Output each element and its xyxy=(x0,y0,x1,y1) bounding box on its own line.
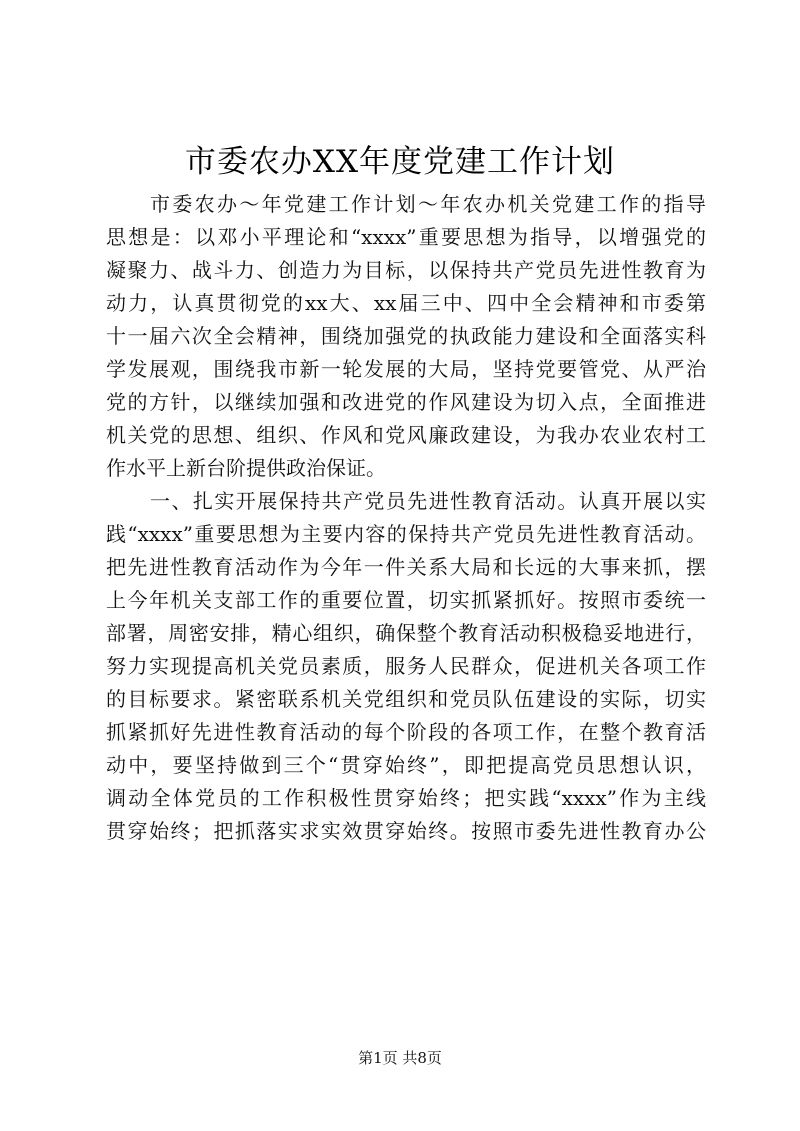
paragraph-line: 十一届六次全会精神，围绕加强党的执政能力建设和全面落实科 xyxy=(106,324,706,348)
paragraph-line: 抓紧抓好先进性教育活动的每个阶段的各项工作，在整个教育活 xyxy=(106,720,706,744)
paragraph-line: 贯穿始终；把抓落实求实效贯穿始终。按照市委先进性教育办公 xyxy=(106,819,706,843)
paragraph-line: 的目标要求。紧密联系机关党组织和党员队伍建设的实际，切实 xyxy=(106,687,706,711)
paragraph-1 xyxy=(106,188,706,485)
document-title: 市委农办XX年度党建工作计划 xyxy=(184,144,616,180)
paragraph-line: 上今年机关支部工作的重要位置，切实抓紧抓好。按照市委统一 xyxy=(106,588,706,612)
paragraph-line: 努力实现提高机关党员素质，服务人民群众，促进机关各项工作 xyxy=(106,654,706,678)
paragraph-line: 凝聚力、战斗力、创造力为目标，以保持共产党员先进性教育为 xyxy=(106,258,706,282)
paragraph-line: 思想是：以邓小平理论和“xxxx”重要思想为指导，以增强党的 xyxy=(106,225,706,249)
document-body xyxy=(106,188,706,848)
paragraph-line: 践“xxxx”重要思想为主要内容的保持共产党员先进性教育活动。 xyxy=(106,522,706,546)
paragraph-line: 机关党的思想、组织、作风和党风廉政建设，为我办农业农村工 xyxy=(106,423,706,447)
paragraph-line: 把先进性教育活动作为今年一件关系大局和长远的大事来抓，摆 xyxy=(106,555,706,579)
paragraph-2 xyxy=(106,485,706,848)
paragraph-line: 学发展观，围绕我市新一轮发展的大局，坚持党要管党、从严治 xyxy=(106,357,706,381)
paragraph-line: 作水平上新台阶提供政治保证。 xyxy=(106,456,386,480)
paragraph-line: 部署，周密安排，精心组织，确保整个教育活动积极稳妥地进行， xyxy=(106,621,706,645)
paragraph-line: 党的方针，以继续加强和改进党的作风建设为切入点，全面推进 xyxy=(106,390,706,414)
paragraph-line: 一、扎实开展保持共产党员先进性教育活动。认真开展以实 xyxy=(150,489,706,513)
paragraph-line: 动力，认真贯彻党的xx大、xx届三中、四中全会精神和市委第 xyxy=(106,291,706,315)
page-footer: 第1页 共8页 xyxy=(358,1049,442,1067)
paragraph-line: 动中，要坚持做到三个“贯穿始终”，即把提高党员思想认识， xyxy=(106,753,706,777)
paragraph-line: 调动全体党员的工作积极性贯穿始终；把实践“xxxx”作为主线 xyxy=(106,786,706,810)
paragraph-line: 市委农办～年党建工作计划～年农办机关党建工作的指导 xyxy=(150,192,706,216)
